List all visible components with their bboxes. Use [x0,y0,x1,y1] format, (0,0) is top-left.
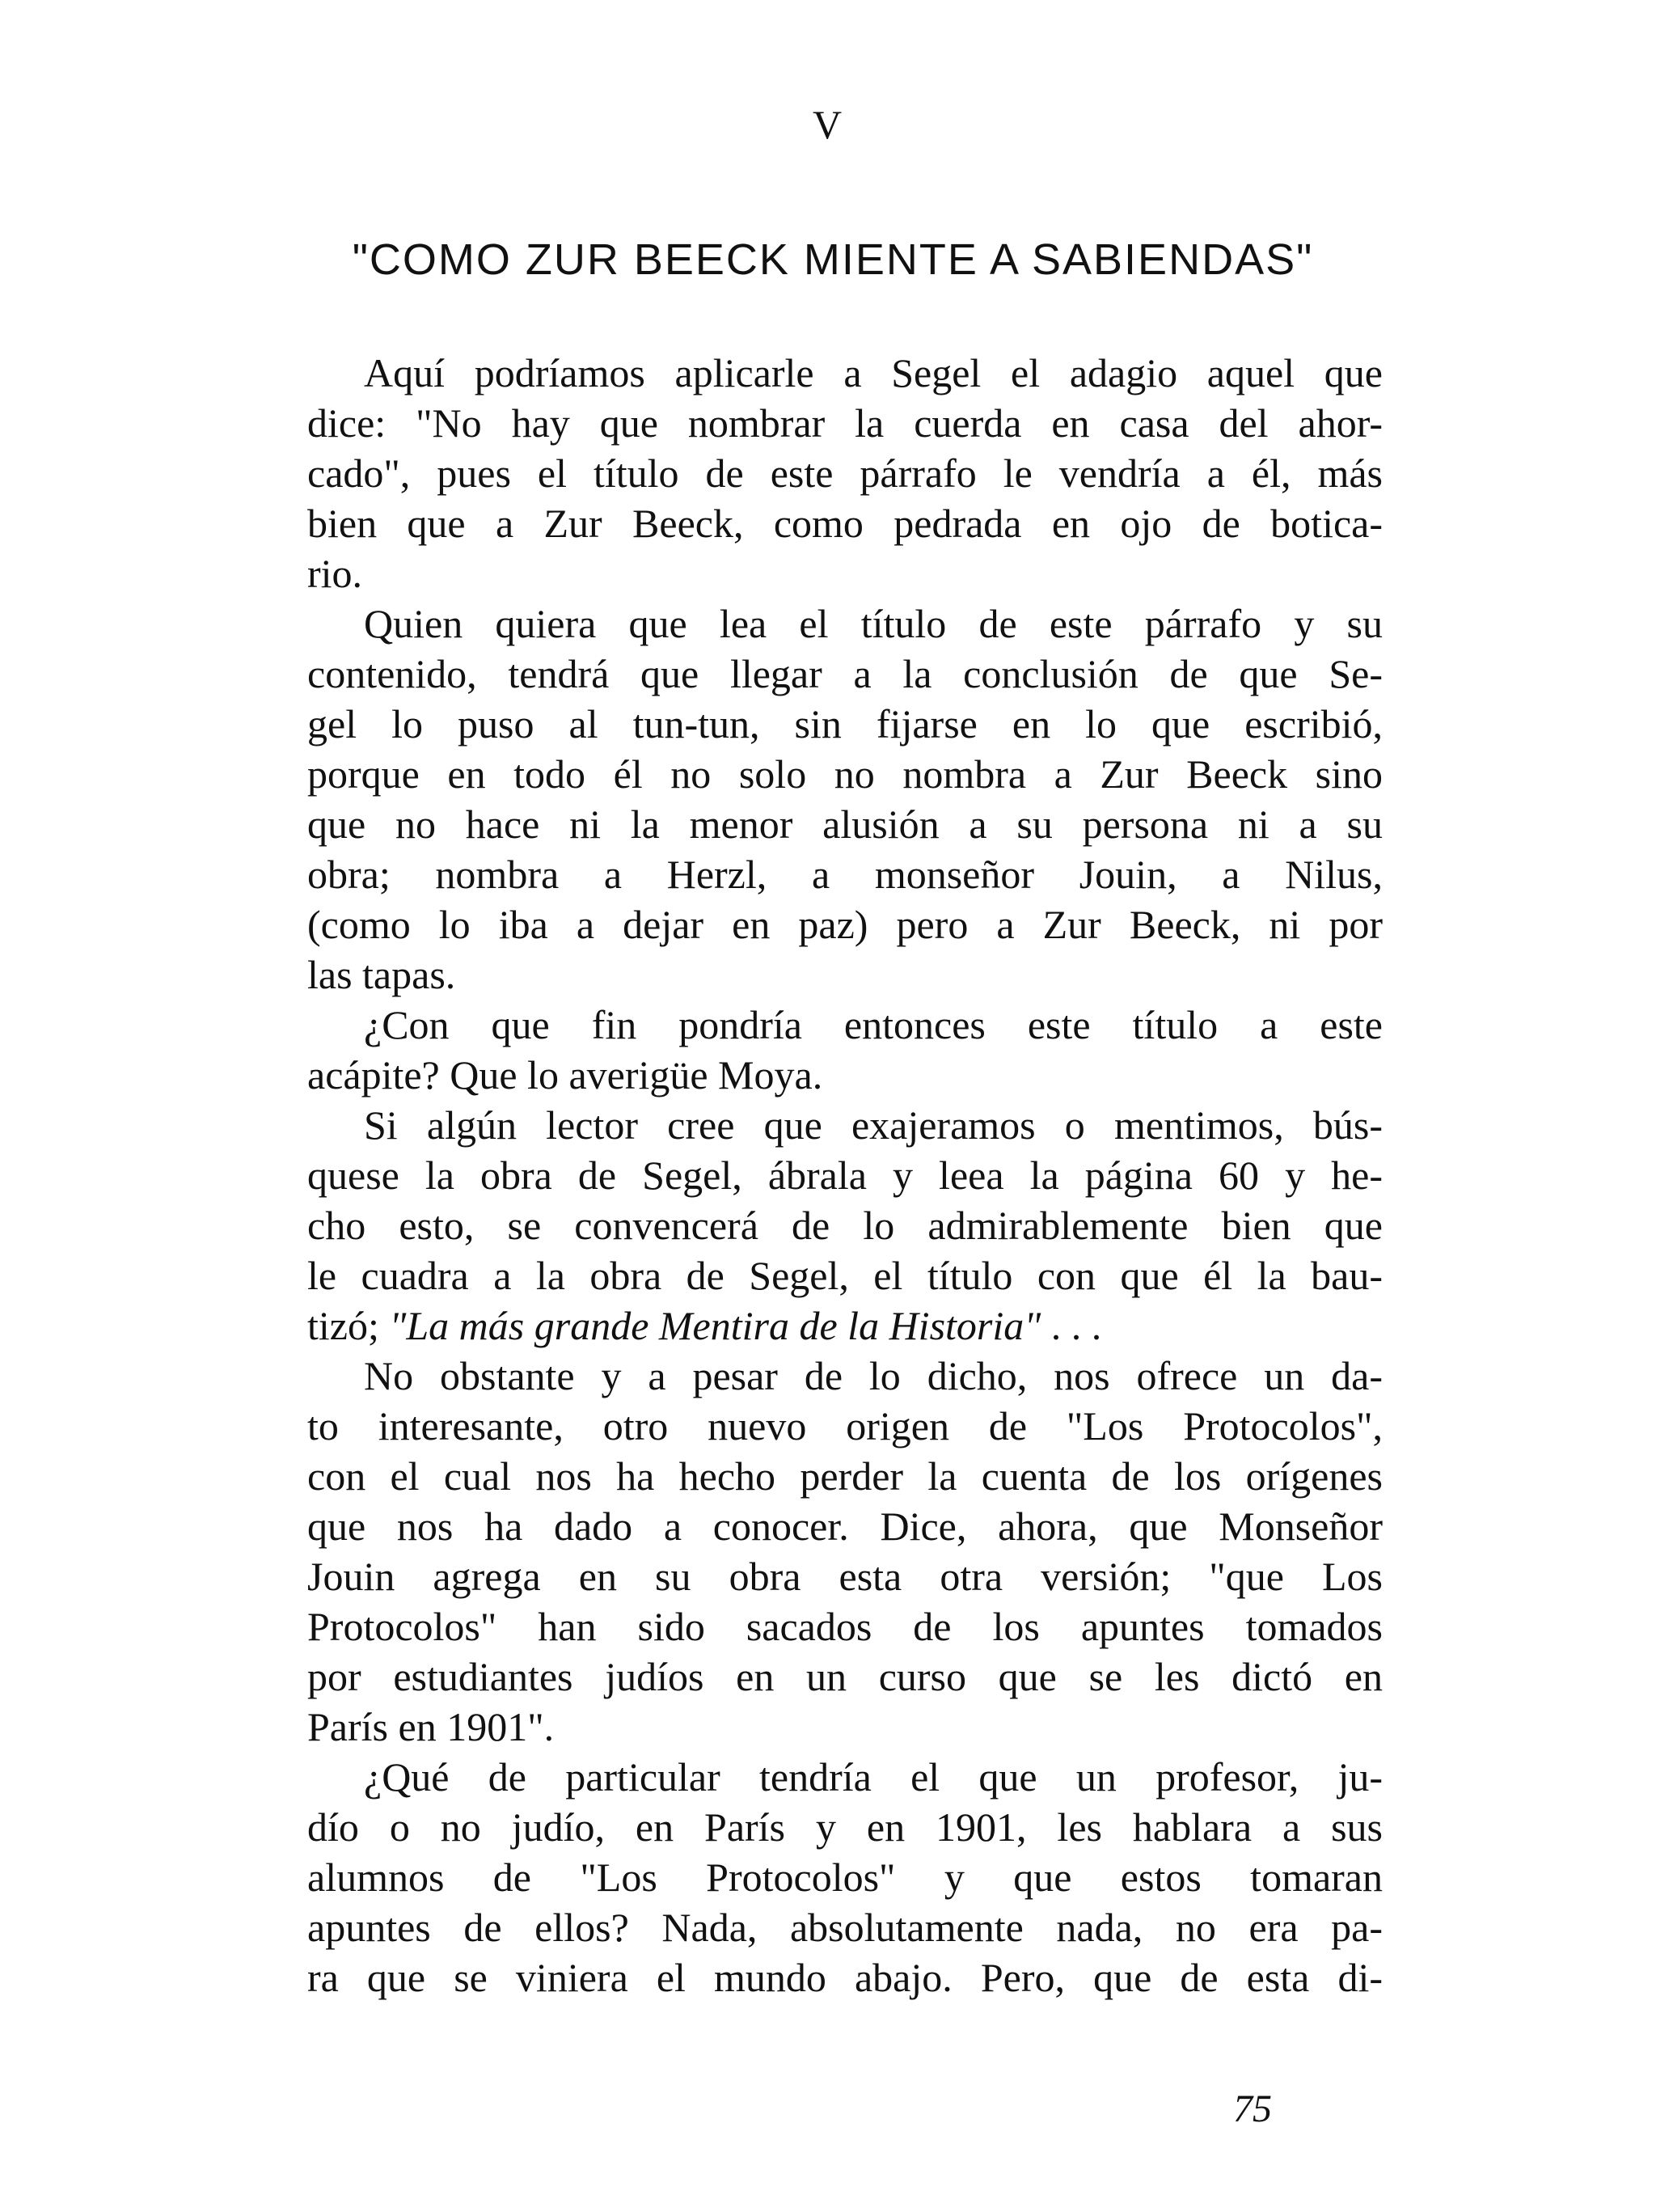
text-line: que nos ha dado a conocer. Dice, ahora, que Monseñor [307,1504,1383,1549]
text-line: contenido, tendrá que llegar a la conclusión de que Se- [307,651,1383,696]
paragraph-2 [307,598,1383,1000]
text-line: obra; nombra a Herzl, a monseñor Jouin, a Nilus, [307,852,1383,897]
text-line: ¿Qué de particular tendría el que un profesor, ju- [364,1754,1383,1800]
text-line: cado", pues el título de este párrafo le vendría a él, más [307,450,1383,496]
text-line: Quien quiera que lea el título de este párrafo y su [364,601,1383,646]
text-line: porque en todo él no solo no nombra a Zur Beeck sino [307,751,1383,797]
paragraph-5 [307,1351,1383,1752]
paragraph-6 [307,1752,1383,2003]
text-line: cho esto, se convencerá de lo admirablemente bien que [307,1203,1383,1248]
text-line: bien que a Zur Beeck, como pedrada en ojo de botica- [307,501,1383,546]
text-line: Protocolos" han sido sacados de los apuntes tomados [307,1604,1383,1649]
text-line: (como lo iba a dejar en paz) pero a Zur Beeck, ni por [307,902,1383,947]
text-line: que no hace ni la menor alusión a su persona ni a su [307,801,1383,847]
text-line: las tapas. [307,952,456,997]
text-line: acápite? Que lo averigüe Moya. [307,1052,823,1098]
text-line: dío o no judío, en París y en 1901, les hablara a sus [307,1804,1383,1850]
body-text [307,348,1383,2003]
text-line: alumnos de "Los Protocolos" y que estos tomaran [307,1855,1383,1900]
text-line: to interesante, otro nuevo origen de "Los Protocolos", [307,1403,1383,1449]
text-fragment: tizó; [307,1303,390,1348]
text-line: por estudiantes judíos en un curso que se les dictó en [307,1654,1383,1699]
page-number: 75 [1233,2087,1272,2130]
text-line: quese la obra de Segel, ábrala y leea la página 60 y he- [307,1153,1383,1198]
text-line: gel lo puso al tun-tun, sin fijarse en lo que escribió, [307,701,1383,746]
text-line: Si algún lector cree que exajeramos o mentimos, bús- [364,1102,1383,1148]
text-line: rio. [307,551,363,596]
text-fragment: . . . [1041,1303,1102,1348]
text-line: No obstante y a pesar de lo dicho, nos ofrece un da- [364,1353,1383,1398]
text-line: apuntes de ellos? Nada, absolutamente nada, no era pa- [307,1905,1383,1950]
book-title-italic: "La más grande Mentira de la Historia" [389,1303,1041,1348]
paragraph-3 [307,1000,1383,1100]
paragraph-1 [307,348,1383,598]
text-line: con el cual nos ha hecho perder la cuenta de los orígenes [307,1453,1383,1499]
text-line: ra que se viniera el mundo abajo. Pero, que de esta di- [307,1955,1383,2000]
text-line: Jouin agrega en su obra esta otra versión; "que Los [307,1554,1383,1599]
text-line [307,1301,1383,1351]
text-line: le cuadra a la obra de Segel, el título con que él la bau- [307,1253,1383,1298]
text-line: ¿Con que fin pondría entonces este título a este [364,1002,1383,1047]
chapter-title: "COMO ZUR BEECK MIENTE A SABIENDAS" [352,235,1314,284]
text-line: París en 1901". [307,1704,555,1749]
text-line: dice: "No hay que nombrar la cuerda en casa del ahor- [307,400,1383,446]
text-line: Aquí podríamos aplicarle a Segel el adagio aquel que [364,350,1383,395]
paragraph-4 [307,1100,1383,1351]
chapter-number: V [812,102,844,147]
